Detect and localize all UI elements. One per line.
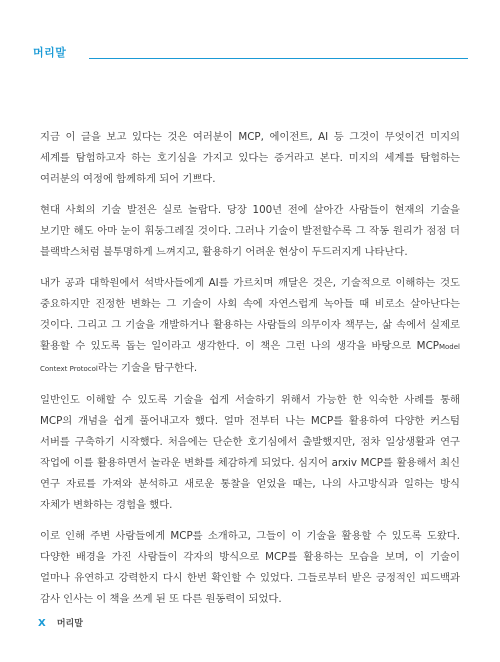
body-content [40, 127, 460, 620]
running-header [33, 44, 468, 64]
header-rule [89, 58, 468, 59]
paragraph-5: 이로 인해 주변 사람들에게 MCP를 소개하고, 그들이 이 기술을 활용할 수 있도록 도왔다. 다양한 배경을 가진 사람들이 각자의 방식으로 MCP를 활용하는 모습을 보며, 이 기술이 얼마나 유연하고 강력한지 다시 한번 확인할 수 있었다. 그들로부터 받은 긍정적인 피드백과 감사 인사는 이 책을 쓰게 된 또 다른 원동력이 되었다. [40, 530, 460, 605]
header-title: 머리말 [33, 46, 67, 59]
paragraph-1: 지금 이 글을 보고 있다는 것은 여러분이 MCP, 에이전트, AI 등 그것이 무엇이건 미지의 세계를 탐험하고자 하는 호기심을 가지고 있다는 증거라고 본다. 미지의 세계를 탐험하는 여러분의 여정에 함께하게 되어 기쁘다. [40, 131, 460, 185]
paragraph-2: 현대 사회의 기술 발전은 실로 놀랍다. 당장 100년 전에 살아간 사람들이 현재의 기술을 보기만 해도 아마 눈이 휘둥그레질 것이다. 그러나 기술이 발전할수록 그 작동 원리가 점점 더 블랙박스처럼 불투명하게 느껴지고, 활용하기 어려운 현상이 두드러지게 나타난다. [40, 204, 460, 258]
paragraph-3-text-end: 라는 기술을 탐구한다. [97, 362, 198, 374]
paragraph-3-text: 내가 공과 대학원에서 석박사들에게 AI를 가르치며 깨달은 것은, 기술적으로 이해하는 것도 중요하지만 진정한 변화는 그 기술이 사회 속에 자연스럽게 녹아들 때 비로소 살아난다는 것이다. 그리고 그 기술을 개발하거나 활용하는 사람들의 의무이자 책무는, 삶 속에서 실제로 활용할 수 있도록 돕는 일이라고 생각한다. 이 책은 그런 나의 생각을 바탕으로 MCP [40, 277, 460, 352]
mcp-expansion-note: Model Context Protocol [40, 343, 460, 373]
paragraph-3 [40, 273, 460, 380]
page-footer [38, 611, 83, 627]
page-number: X [38, 618, 46, 629]
paragraph-4: 일반인도 이해할 수 있도록 기술을 쉽게 서술하기 위해서 가능한 한 익숙한 사례를 통해 MCP의 개념을 쉽게 풀어내고자 했다. 얼마 전부터 나는 MCP를 활용하여 다양한 커스텀 서버를 구축하기 시작했다. 처음에는 단순한 호기심에서 출발했지만, 점차 일상생활과 연구 작업에 이를 활용하면서 놀라운 변화를 체감하게 되었다. 심지어 arxiv MCP를 활용해서 최신 연구 자료를 가져와 분석하고 새로운 통찰을 얻었을 때는, 나의 사고방식과 일하는 방식 자체가 변화하는 경험을 했다. [40, 394, 460, 511]
footer-section-label: 머리말 [56, 619, 83, 629]
